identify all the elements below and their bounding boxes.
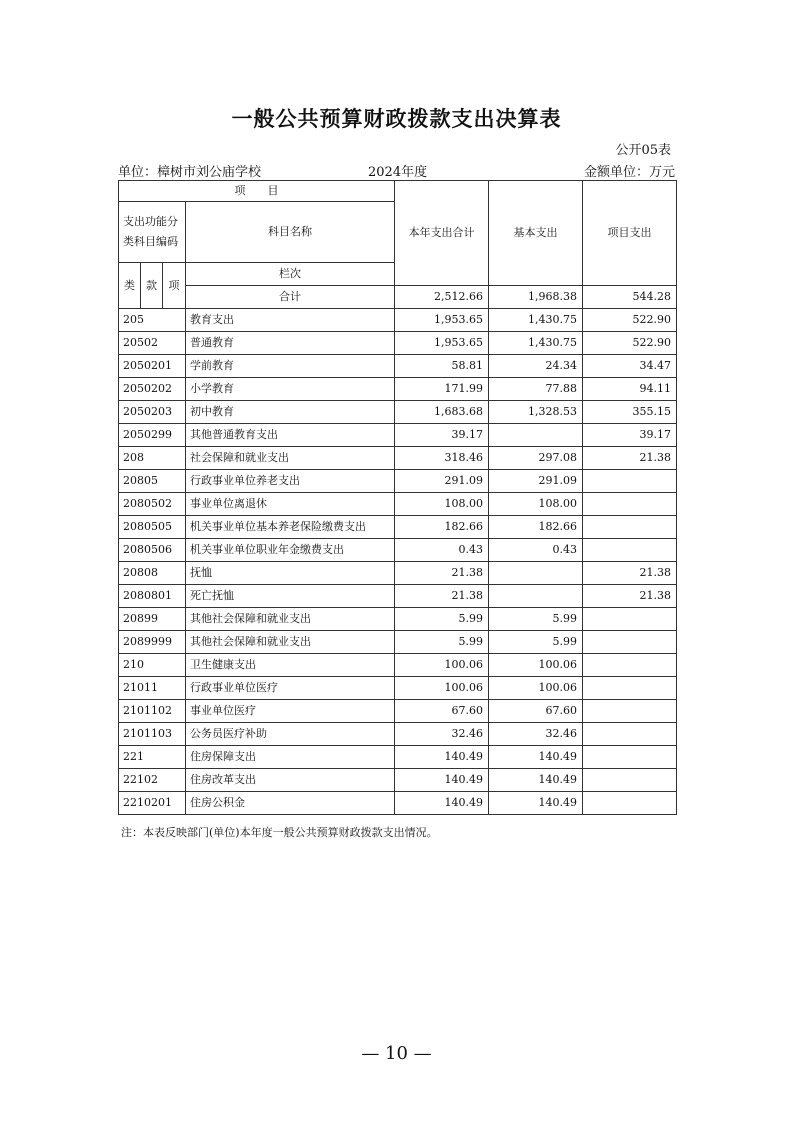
table-row xyxy=(119,792,677,815)
row-total: 1,953.65 xyxy=(395,309,489,332)
header-code-group: 支出功能分类科目编码 xyxy=(119,202,186,263)
row-basic: 108.00 xyxy=(489,493,583,516)
row-total: 100.06 xyxy=(395,654,489,677)
row-total: 5.99 xyxy=(395,608,489,631)
row-total: 32.46 xyxy=(395,723,489,746)
row-total: 140.49 xyxy=(395,746,489,769)
table-row xyxy=(119,378,677,401)
row-basic: 140.49 xyxy=(489,792,583,815)
row-total: 58.81 xyxy=(395,355,489,378)
row-project xyxy=(583,516,677,539)
row-project xyxy=(583,608,677,631)
header-total: 本年支出合计 xyxy=(395,181,489,286)
row-name: 社会保障和就业支出 xyxy=(186,447,395,470)
expenditure-table xyxy=(118,180,677,815)
table-row xyxy=(119,608,677,631)
table-row xyxy=(119,723,677,746)
row-project xyxy=(583,493,677,516)
header-lanci: 栏次 xyxy=(186,263,395,286)
row-code: 20502 xyxy=(119,332,186,355)
table-row xyxy=(119,769,677,792)
row-basic: 297.08 xyxy=(489,447,583,470)
row-name: 公务员医疗补助 xyxy=(186,723,395,746)
table-row xyxy=(119,332,677,355)
header-kuan: 款 xyxy=(141,263,163,309)
row-project: 21.38 xyxy=(583,562,677,585)
row-code: 221 xyxy=(119,746,186,769)
row-total: 171.99 xyxy=(395,378,489,401)
header-xiang: 项 xyxy=(163,263,186,309)
year-label: 2024年度 xyxy=(368,165,428,180)
sum-project: 544.28 xyxy=(583,286,677,309)
row-code: 20808 xyxy=(119,562,186,585)
row-basic: 1,430.75 xyxy=(489,309,583,332)
row-total: 1,953.65 xyxy=(395,332,489,355)
header-item: 项 目 xyxy=(119,181,395,202)
row-basic: 0.43 xyxy=(489,539,583,562)
row-project xyxy=(583,792,677,815)
table-row xyxy=(119,677,677,700)
row-name: 机关事业单位职业年金缴费支出 xyxy=(186,539,395,562)
row-basic xyxy=(489,585,583,608)
row-basic: 100.06 xyxy=(489,677,583,700)
row-project xyxy=(583,677,677,700)
header-basic: 基本支出 xyxy=(489,181,583,286)
row-basic: 67.60 xyxy=(489,700,583,723)
row-basic: 291.09 xyxy=(489,470,583,493)
row-basic: 77.88 xyxy=(489,378,583,401)
row-name: 普通教育 xyxy=(186,332,395,355)
sum-total: 2,512.66 xyxy=(395,286,489,309)
row-name: 初中教育 xyxy=(186,401,395,424)
row-name: 住房保障支出 xyxy=(186,746,395,769)
row-code: 208 xyxy=(119,447,186,470)
row-name: 学前教育 xyxy=(186,355,395,378)
row-project xyxy=(583,769,677,792)
row-project xyxy=(583,746,677,769)
row-code: 22102 xyxy=(119,769,186,792)
row-name: 住房改革支出 xyxy=(186,769,395,792)
row-name: 卫生健康支出 xyxy=(186,654,395,677)
row-project: 21.38 xyxy=(583,585,677,608)
header-lei: 类 xyxy=(119,263,141,309)
table-row xyxy=(119,516,677,539)
row-total: 67.60 xyxy=(395,700,489,723)
row-project: 39.17 xyxy=(583,424,677,447)
table-row xyxy=(119,562,677,585)
table-row xyxy=(119,746,677,769)
row-project xyxy=(583,723,677,746)
row-project: 34.47 xyxy=(583,355,677,378)
row-code: 2050201 xyxy=(119,355,186,378)
table-row xyxy=(119,470,677,493)
row-name: 事业单位离退休 xyxy=(186,493,395,516)
row-project xyxy=(583,654,677,677)
row-total: 1,683.68 xyxy=(395,401,489,424)
table-row xyxy=(119,654,677,677)
table-note: 注：本表反映部门(单位)本年度一般公共预算财政拨款支出情况。 xyxy=(121,826,438,839)
row-code: 2080801 xyxy=(119,585,186,608)
row-total: 5.99 xyxy=(395,631,489,654)
row-code: 210 xyxy=(119,654,186,677)
table-row xyxy=(119,700,677,723)
row-total: 182.66 xyxy=(395,516,489,539)
row-total: 0.43 xyxy=(395,539,489,562)
row-name: 其他社会保障和就业支出 xyxy=(186,608,395,631)
row-total: 140.49 xyxy=(395,769,489,792)
row-basic: 24.34 xyxy=(489,355,583,378)
row-code: 2050299 xyxy=(119,424,186,447)
table-row xyxy=(119,447,677,470)
row-basic: 182.66 xyxy=(489,516,583,539)
table-row xyxy=(119,401,677,424)
row-name: 其他社会保障和就业支出 xyxy=(186,631,395,654)
row-code: 2210201 xyxy=(119,792,186,815)
row-code: 2089999 xyxy=(119,631,186,654)
sum-label: 合计 xyxy=(186,286,395,309)
unit-line xyxy=(118,161,675,179)
table-row xyxy=(119,493,677,516)
row-total: 291.09 xyxy=(395,470,489,493)
row-basic: 32.46 xyxy=(489,723,583,746)
row-total: 21.38 xyxy=(395,585,489,608)
row-basic xyxy=(489,562,583,585)
row-project: 21.38 xyxy=(583,447,677,470)
row-code: 2050202 xyxy=(119,378,186,401)
row-code: 2080502 xyxy=(119,493,186,516)
row-basic: 5.99 xyxy=(489,608,583,631)
row-name: 行政事业单位养老支出 xyxy=(186,470,395,493)
row-code: 21011 xyxy=(119,677,186,700)
table-row xyxy=(119,539,677,562)
row-name: 住房公积金 xyxy=(186,792,395,815)
row-total: 21.38 xyxy=(395,562,489,585)
row-project xyxy=(583,470,677,493)
row-name: 行政事业单位医疗 xyxy=(186,677,395,700)
row-code: 205 xyxy=(119,309,186,332)
row-name: 机关事业单位基本养老保险缴费支出 xyxy=(186,516,395,539)
row-project xyxy=(583,700,677,723)
row-basic: 100.06 xyxy=(489,654,583,677)
row-name: 死亡抚恤 xyxy=(186,585,395,608)
row-code: 2080505 xyxy=(119,516,186,539)
page-number: — 10 — xyxy=(361,1043,432,1064)
row-project xyxy=(583,631,677,654)
row-code: 20899 xyxy=(119,608,186,631)
row-total: 108.00 xyxy=(395,493,489,516)
row-basic: 1,328.53 xyxy=(489,401,583,424)
row-code: 2101102 xyxy=(119,700,186,723)
unit-label: 单位：樟树市刘公庙学校 xyxy=(118,165,262,180)
table-row xyxy=(119,309,677,332)
money-unit-label: 金额单位：万元 xyxy=(583,165,675,180)
row-total: 318.46 xyxy=(395,447,489,470)
row-code: 2101103 xyxy=(119,723,186,746)
row-basic: 1,430.75 xyxy=(489,332,583,355)
header-project: 项目支出 xyxy=(583,181,677,286)
row-project: 522.90 xyxy=(583,309,677,332)
row-project: 94.11 xyxy=(583,378,677,401)
row-total: 140.49 xyxy=(395,792,489,815)
row-code: 2050203 xyxy=(119,401,186,424)
row-project: 355.15 xyxy=(583,401,677,424)
row-basic xyxy=(489,424,583,447)
sum-basic: 1,968.38 xyxy=(489,286,583,309)
row-code: 20805 xyxy=(119,470,186,493)
row-name: 教育支出 xyxy=(186,309,395,332)
row-name: 抚恤 xyxy=(186,562,395,585)
row-name: 其他普通教育支出 xyxy=(186,424,395,447)
row-project xyxy=(583,539,677,562)
row-name: 小学教育 xyxy=(186,378,395,401)
row-basic: 140.49 xyxy=(489,769,583,792)
table-row xyxy=(119,631,677,654)
table-row xyxy=(119,585,677,608)
page-title: 一般公共预算财政拨款支出决算表 xyxy=(231,106,562,131)
row-code: 2080506 xyxy=(119,539,186,562)
form-number: 公开05表 xyxy=(615,143,671,158)
row-basic: 5.99 xyxy=(489,631,583,654)
table-row xyxy=(119,355,677,378)
row-total: 100.06 xyxy=(395,677,489,700)
row-project: 522.90 xyxy=(583,332,677,355)
row-basic: 140.49 xyxy=(489,746,583,769)
table-row xyxy=(119,424,677,447)
row-name: 事业单位医疗 xyxy=(186,700,395,723)
header-name: 科目名称 xyxy=(186,202,395,263)
row-total: 39.17 xyxy=(395,424,489,447)
